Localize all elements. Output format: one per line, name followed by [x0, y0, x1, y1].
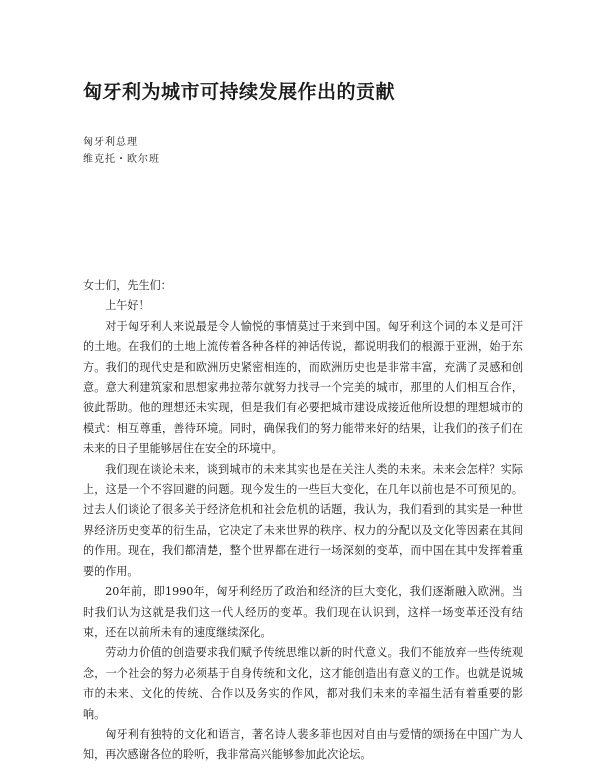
- body-paragraph: 我们现在谈论未来，谈到城市的未来其实也是在关注人类的未来。未来会怎样？实际上，这是一个不容回避的问题。现今发生的一些巨大变化，在几年以前也是不可预见的。过去人们谈论了很多关于经济危机和社会危机的话题，我认为，我们看到的其实是一种世界经济历史变革的衍生品，它决定了未来世界的秩序、权力的分配以及文化等因素在其间的作用。现在，我们都清楚，整个世界都在进行一场深刻的变革，而中国在其中发挥着重要的作用。: [83, 462, 523, 578]
- body-paragraph: 匈牙利有独特的文化和语言，著名诗人裴多菲也因对自由与爱情的颂扬在中国广为人知，再次感谢各位的聆听，我非常高兴能够参加此次论坛。: [83, 727, 523, 762]
- author-name: 维克托・欧尔班: [83, 154, 160, 165]
- author-block: [83, 134, 160, 168]
- body-paragraph: 对于匈牙利人来说最是令人愉悦的事情莫过于来到中国。匈牙利这个词的本义是可汗的土地。在我们的土地上流传着各种各样的神话传说，都说明我们的根源于亚洲，始于东方。我们的现代史是和欧洲历史紧密相连的，而欧洲历史也是非常丰富，充满了灵感和创意。意大利建筑家和思想家弗拉蒂尔就努力找寻一个完美的城市，那里的人们相互合作，彼此帮助。他的理想还未实现，但是我们有必要把城市建设成接近他所设想的理想城市的模式：相互尊重，善待环境。同时，确保我们的努力能带来好的结果，让我们的孩子们在未来的日子里能够居住在安全的环境中。: [83, 319, 523, 456]
- article-body: [83, 276, 523, 766]
- article-title: 匈牙利为城市可持续发展作出的贡献: [83, 81, 396, 103]
- body-paragraph: 劳动力价值的创造要求我们赋予传统思维以新的时代意义。我们不能放弃一些传统观念，一个社会的努力必须基于自身传统和文化，这才能创造出有意义的工作。也就是说城市的未来、文化的传统、合作以及务实的作风，都对我们未来的幸福生活有着重要的影响。: [83, 646, 523, 721]
- greeting: 上午好！: [105, 299, 150, 313]
- salutation: 女士们，先生们：: [83, 279, 172, 292]
- author-position: 匈牙利总理: [83, 137, 138, 148]
- body-paragraph: 20年前，即1990年，匈牙利经历了政治和经济的巨大变化，我们逐渐融入欧洲。当时我们认为这就是我们这一代人经历的变革。我们现在认识到，这样一场变革还没有结束，还在以前所未有的速度继续深化。: [83, 585, 523, 639]
